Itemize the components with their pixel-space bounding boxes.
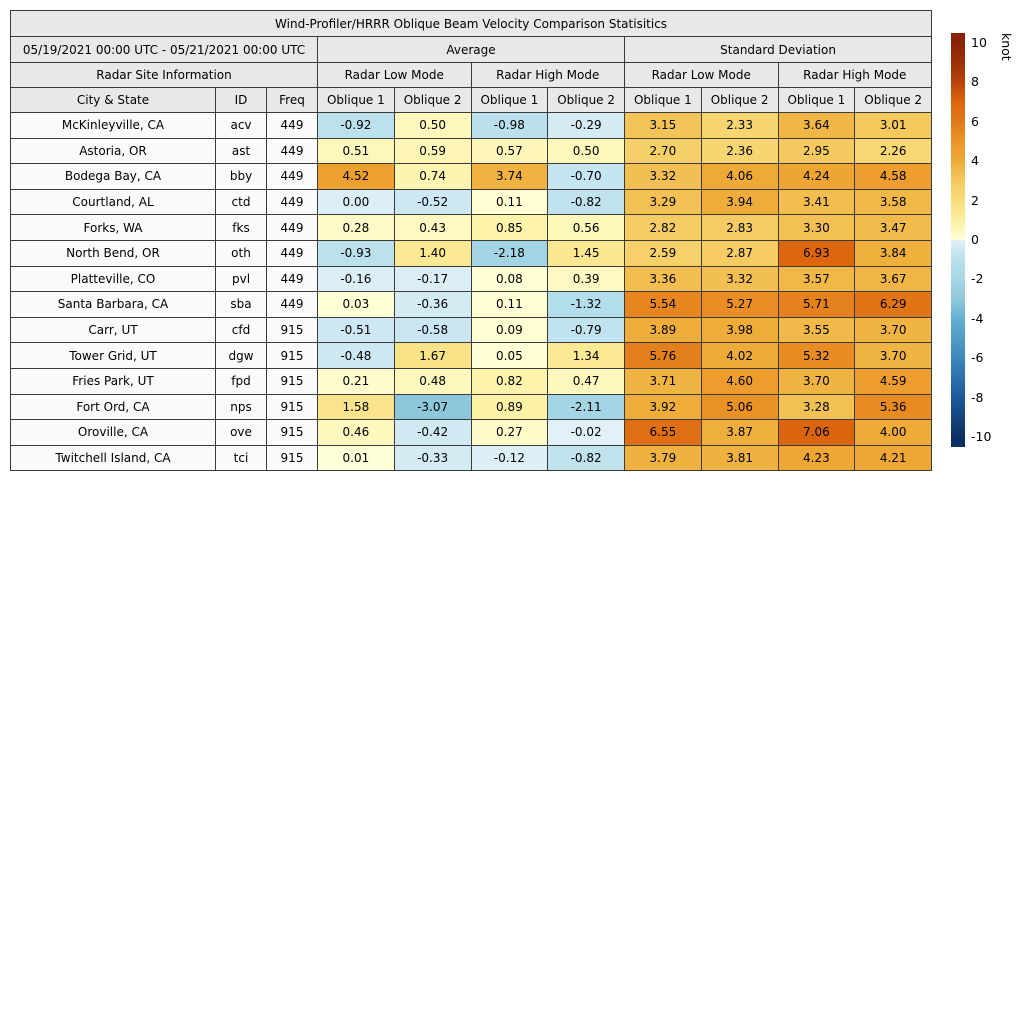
freq-cell: 449 bbox=[267, 164, 318, 190]
stat-value-cell: 3.15 bbox=[625, 113, 702, 139]
colorbar-tick-label: 6 bbox=[971, 113, 979, 129]
stat-value-cell: 2.26 bbox=[855, 138, 932, 164]
stat-value-cell: 0.57 bbox=[471, 138, 548, 164]
stat-value-cell: 5.76 bbox=[625, 343, 702, 369]
city-cell: Santa Barbara, CA bbox=[11, 292, 216, 318]
stat-value-cell: 0.47 bbox=[548, 368, 625, 394]
stat-value-cell: -0.79 bbox=[548, 317, 625, 343]
stat-value-cell: 3.70 bbox=[855, 343, 932, 369]
site-id-cell: ast bbox=[216, 138, 267, 164]
avg-high-mode-header: Radar High Mode bbox=[471, 63, 625, 88]
stat-value-cell: 2.95 bbox=[778, 138, 855, 164]
table-title: Wind-Profiler/HRRR Oblique Beam Velocity Comparison Statisitics bbox=[11, 11, 932, 37]
freq-cell: 449 bbox=[267, 266, 318, 292]
stat-value-cell: 3.01 bbox=[855, 113, 932, 139]
stat-value-cell: 3.87 bbox=[701, 420, 778, 446]
stat-value-cell: 3.55 bbox=[778, 317, 855, 343]
colorbar-tick-label: 0 bbox=[971, 232, 979, 247]
freq-cell: 915 bbox=[267, 420, 318, 446]
stat-value-cell: 3.32 bbox=[701, 266, 778, 292]
colorbar-tick-label: -2 bbox=[971, 271, 984, 287]
stat-value-cell: 0.50 bbox=[548, 138, 625, 164]
freq-cell: 449 bbox=[267, 138, 318, 164]
col-header-oblique2: Oblique 2 bbox=[394, 88, 471, 113]
stat-value-cell: 1.58 bbox=[318, 394, 395, 420]
column-header-row bbox=[11, 88, 932, 113]
colorbar-tick-label: 4 bbox=[971, 153, 979, 169]
stat-value-cell: -0.02 bbox=[548, 420, 625, 446]
stat-value-cell: 6.55 bbox=[625, 420, 702, 446]
stat-value-cell: -0.17 bbox=[394, 266, 471, 292]
city-cell: Oroville, CA bbox=[11, 420, 216, 446]
colorbar bbox=[951, 33, 1021, 447]
stat-value-cell: -2.11 bbox=[548, 394, 625, 420]
group-header-average: Average bbox=[318, 37, 625, 63]
stat-value-cell: 6.29 bbox=[855, 292, 932, 318]
stat-value-cell: 2.70 bbox=[625, 138, 702, 164]
city-cell: Fort Ord, CA bbox=[11, 394, 216, 420]
city-cell: Forks, WA bbox=[11, 215, 216, 241]
stat-value-cell: 0.48 bbox=[394, 368, 471, 394]
col-header-oblique1: Oblique 1 bbox=[318, 88, 395, 113]
stat-value-cell: 5.36 bbox=[855, 394, 932, 420]
site-id-cell: tci bbox=[216, 445, 267, 471]
stat-value-cell: 0.56 bbox=[548, 215, 625, 241]
stat-value-cell: 4.58 bbox=[855, 164, 932, 190]
stat-value-cell: 3.89 bbox=[625, 317, 702, 343]
stat-value-cell: 0.74 bbox=[394, 164, 471, 190]
col-header-oblique2: Oblique 2 bbox=[701, 88, 778, 113]
stat-value-cell: 0.11 bbox=[471, 292, 548, 318]
stat-value-cell: 0.05 bbox=[471, 343, 548, 369]
city-cell: Tower Grid, UT bbox=[11, 343, 216, 369]
stat-value-cell: 4.52 bbox=[318, 164, 395, 190]
freq-cell: 449 bbox=[267, 113, 318, 139]
city-cell: Astoria, OR bbox=[11, 138, 216, 164]
site-id-cell: fks bbox=[216, 215, 267, 241]
stat-value-cell: 0.03 bbox=[318, 292, 395, 318]
col-header-id: ID bbox=[216, 88, 267, 113]
group-header-std: Standard Deviation bbox=[625, 37, 932, 63]
site-id-cell: oth bbox=[216, 240, 267, 266]
site-id-cell: bby bbox=[216, 164, 267, 190]
stat-value-cell: -0.82 bbox=[548, 189, 625, 215]
stat-value-cell: 3.41 bbox=[778, 189, 855, 215]
city-cell: Twitchell Island, CA bbox=[11, 445, 216, 471]
stat-value-cell: 5.06 bbox=[701, 394, 778, 420]
site-id-cell: pvl bbox=[216, 266, 267, 292]
stat-value-cell: 0.09 bbox=[471, 317, 548, 343]
stat-value-cell: 1.40 bbox=[394, 240, 471, 266]
col-header-oblique2: Oblique 2 bbox=[548, 88, 625, 113]
table-row bbox=[11, 343, 932, 369]
stat-value-cell: 0.89 bbox=[471, 394, 548, 420]
stat-value-cell: 1.67 bbox=[394, 343, 471, 369]
stat-value-cell: 2.83 bbox=[701, 215, 778, 241]
stat-value-cell: 0.00 bbox=[318, 189, 395, 215]
stat-value-cell: 3.71 bbox=[625, 368, 702, 394]
site-id-cell: dgw bbox=[216, 343, 267, 369]
stats-table bbox=[10, 10, 932, 471]
stat-value-cell: 0.11 bbox=[471, 189, 548, 215]
stat-value-cell: 4.21 bbox=[855, 445, 932, 471]
stat-value-cell: 0.82 bbox=[471, 368, 548, 394]
table-row bbox=[11, 215, 932, 241]
stat-value-cell: 1.34 bbox=[548, 343, 625, 369]
stat-value-cell: 3.30 bbox=[778, 215, 855, 241]
stat-value-cell: 0.43 bbox=[394, 215, 471, 241]
stat-value-cell: 3.36 bbox=[625, 266, 702, 292]
site-id-cell: sba bbox=[216, 292, 267, 318]
freq-cell: 915 bbox=[267, 343, 318, 369]
stat-value-cell: 0.28 bbox=[318, 215, 395, 241]
stat-value-cell: 4.06 bbox=[701, 164, 778, 190]
site-id-cell: cfd bbox=[216, 317, 267, 343]
stat-value-cell: -0.52 bbox=[394, 189, 471, 215]
freq-cell: 915 bbox=[267, 394, 318, 420]
colorbar-tick-label: 10 bbox=[971, 34, 987, 50]
stat-value-cell: 4.60 bbox=[701, 368, 778, 394]
title-row bbox=[11, 11, 932, 37]
stat-value-cell: 0.21 bbox=[318, 368, 395, 394]
stat-value-cell: 0.59 bbox=[394, 138, 471, 164]
stat-value-cell: 6.93 bbox=[778, 240, 855, 266]
stat-value-cell: 3.74 bbox=[471, 164, 548, 190]
table-row bbox=[11, 420, 932, 446]
colorbar-tick-label: -6 bbox=[971, 350, 984, 366]
stat-value-cell: 3.32 bbox=[625, 164, 702, 190]
freq-cell: 915 bbox=[267, 368, 318, 394]
col-header-oblique1: Oblique 1 bbox=[778, 88, 855, 113]
stat-value-cell: 4.24 bbox=[778, 164, 855, 190]
stat-value-cell: 2.33 bbox=[701, 113, 778, 139]
site-id-cell: fpd bbox=[216, 368, 267, 394]
stat-value-cell: 0.50 bbox=[394, 113, 471, 139]
stat-value-cell: 7.06 bbox=[778, 420, 855, 446]
site-id-cell: ctd bbox=[216, 189, 267, 215]
city-cell: Platteville, CO bbox=[11, 266, 216, 292]
freq-cell: 449 bbox=[267, 240, 318, 266]
stat-value-cell: -0.16 bbox=[318, 266, 395, 292]
stat-value-cell: -0.29 bbox=[548, 113, 625, 139]
stat-value-cell: 3.67 bbox=[855, 266, 932, 292]
table-row bbox=[11, 138, 932, 164]
site-id-cell: acv bbox=[216, 113, 267, 139]
colorbar-tick-label: -4 bbox=[971, 310, 984, 326]
stat-value-cell: 0.01 bbox=[318, 445, 395, 471]
site-id-cell: ove bbox=[216, 420, 267, 446]
site-info-header: Radar Site Information bbox=[11, 63, 318, 88]
stat-value-cell: 4.23 bbox=[778, 445, 855, 471]
freq-cell: 915 bbox=[267, 445, 318, 471]
city-cell: North Bend, OR bbox=[11, 240, 216, 266]
stat-value-cell: 3.98 bbox=[701, 317, 778, 343]
table-row bbox=[11, 113, 932, 139]
city-cell: McKinleyville, CA bbox=[11, 113, 216, 139]
stat-value-cell: 0.08 bbox=[471, 266, 548, 292]
col-header-city: City & State bbox=[11, 88, 216, 113]
stat-value-cell: 5.54 bbox=[625, 292, 702, 318]
colorbar-tick-label: 8 bbox=[971, 74, 979, 90]
std-high-mode-header: Radar High Mode bbox=[778, 63, 932, 88]
colorbar-tick-label: -10 bbox=[971, 429, 992, 445]
freq-cell: 449 bbox=[267, 189, 318, 215]
stat-value-cell: 3.47 bbox=[855, 215, 932, 241]
stat-value-cell: -1.32 bbox=[548, 292, 625, 318]
stat-value-cell: -0.48 bbox=[318, 343, 395, 369]
stat-value-cell: -0.12 bbox=[471, 445, 548, 471]
freq-cell: 449 bbox=[267, 215, 318, 241]
stat-value-cell: 3.58 bbox=[855, 189, 932, 215]
stat-value-cell: 0.46 bbox=[318, 420, 395, 446]
table-row bbox=[11, 164, 932, 190]
colorbar-tick-label: 2 bbox=[971, 192, 979, 208]
stat-value-cell: 3.81 bbox=[701, 445, 778, 471]
table-row bbox=[11, 292, 932, 318]
table-body bbox=[11, 113, 932, 471]
stat-value-cell: 3.64 bbox=[778, 113, 855, 139]
stat-value-cell: -0.42 bbox=[394, 420, 471, 446]
stat-value-cell: -2.18 bbox=[471, 240, 548, 266]
stat-value-cell: 4.02 bbox=[701, 343, 778, 369]
stat-value-cell: 4.59 bbox=[855, 368, 932, 394]
std-low-mode-header: Radar Low Mode bbox=[625, 63, 779, 88]
stat-value-cell: 2.87 bbox=[701, 240, 778, 266]
city-cell: Bodega Bay, CA bbox=[11, 164, 216, 190]
stat-value-cell: 3.92 bbox=[625, 394, 702, 420]
stat-value-cell: -0.36 bbox=[394, 292, 471, 318]
stat-value-cell: 3.84 bbox=[855, 240, 932, 266]
table-row bbox=[11, 445, 932, 471]
table-row bbox=[11, 240, 932, 266]
stat-value-cell: 3.57 bbox=[778, 266, 855, 292]
stat-value-cell: -0.58 bbox=[394, 317, 471, 343]
stat-value-cell: 3.29 bbox=[625, 189, 702, 215]
group-header-row bbox=[11, 37, 932, 63]
stat-value-cell: 2.59 bbox=[625, 240, 702, 266]
stat-value-cell: -0.51 bbox=[318, 317, 395, 343]
date-range: 05/19/2021 00:00 UTC - 05/21/2021 00:00 UTC bbox=[11, 37, 318, 63]
stat-value-cell: 5.32 bbox=[778, 343, 855, 369]
stat-value-cell: 0.39 bbox=[548, 266, 625, 292]
stat-value-cell: -0.33 bbox=[394, 445, 471, 471]
stat-value-cell: 3.28 bbox=[778, 394, 855, 420]
stat-value-cell: 0.51 bbox=[318, 138, 395, 164]
stat-value-cell: 3.70 bbox=[778, 368, 855, 394]
stat-value-cell: 2.82 bbox=[625, 215, 702, 241]
city-cell: Fries Park, UT bbox=[11, 368, 216, 394]
stat-value-cell: 4.00 bbox=[855, 420, 932, 446]
stat-value-cell: -0.82 bbox=[548, 445, 625, 471]
stat-value-cell: 0.85 bbox=[471, 215, 548, 241]
mode-header-row bbox=[11, 63, 932, 88]
stat-value-cell: 0.27 bbox=[471, 420, 548, 446]
colorbar-tick-label: -8 bbox=[971, 389, 984, 405]
table-row bbox=[11, 394, 932, 420]
stat-value-cell: 5.27 bbox=[701, 292, 778, 318]
stat-value-cell: 1.45 bbox=[548, 240, 625, 266]
stat-value-cell: 5.71 bbox=[778, 292, 855, 318]
table-row bbox=[11, 266, 932, 292]
col-header-oblique2: Oblique 2 bbox=[855, 88, 932, 113]
freq-cell: 449 bbox=[267, 292, 318, 318]
stat-value-cell: 3.94 bbox=[701, 189, 778, 215]
stat-value-cell: -0.93 bbox=[318, 240, 395, 266]
table-row bbox=[11, 317, 932, 343]
stat-value-cell: -3.07 bbox=[394, 394, 471, 420]
table-row bbox=[11, 189, 932, 215]
stat-value-cell: 3.70 bbox=[855, 317, 932, 343]
freq-cell: 915 bbox=[267, 317, 318, 343]
stat-value-cell: 3.79 bbox=[625, 445, 702, 471]
table-row bbox=[11, 368, 932, 394]
colorbar-unit-label: knot bbox=[999, 33, 1014, 61]
stat-value-cell: -0.92 bbox=[318, 113, 395, 139]
city-cell: Carr, UT bbox=[11, 317, 216, 343]
city-cell: Courtland, AL bbox=[11, 189, 216, 215]
col-header-oblique1: Oblique 1 bbox=[625, 88, 702, 113]
colorbar-gradient bbox=[951, 33, 965, 447]
stat-value-cell: 2.36 bbox=[701, 138, 778, 164]
stat-value-cell: -0.70 bbox=[548, 164, 625, 190]
col-header-oblique1: Oblique 1 bbox=[471, 88, 548, 113]
site-id-cell: nps bbox=[216, 394, 267, 420]
stat-value-cell: -0.98 bbox=[471, 113, 548, 139]
avg-low-mode-header: Radar Low Mode bbox=[318, 63, 472, 88]
col-header-freq: Freq bbox=[267, 88, 318, 113]
